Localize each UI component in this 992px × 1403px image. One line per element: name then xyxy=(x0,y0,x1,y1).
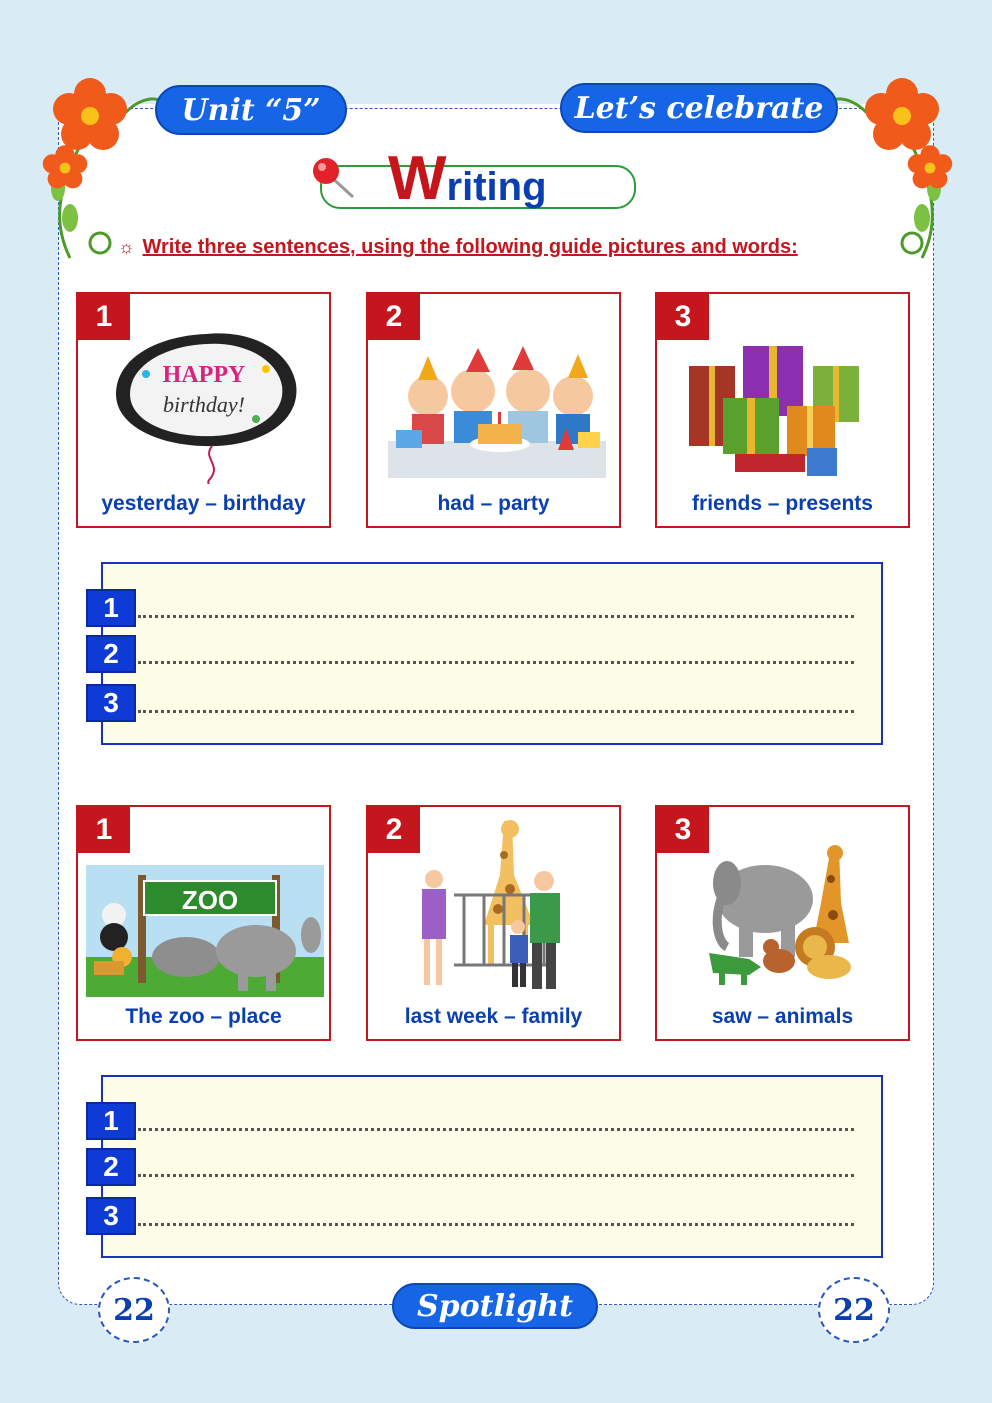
page-number-left: 22 xyxy=(98,1277,170,1343)
instruction xyxy=(118,236,798,259)
writing-line[interactable] xyxy=(138,1158,854,1177)
picture-card-2 xyxy=(366,292,621,528)
brand-label: Spotlight xyxy=(392,1283,598,1329)
section-title-rest: riting xyxy=(446,165,547,209)
card-caption: had – party xyxy=(437,492,550,515)
picture-card-3 xyxy=(655,292,910,528)
answer-line-5[interactable] xyxy=(86,1149,854,1185)
answer-line-2[interactable] xyxy=(86,636,854,672)
zoo-gate-icon xyxy=(86,865,324,997)
answer-line-1[interactable] xyxy=(86,590,854,626)
picture-card-1 xyxy=(76,292,331,528)
writing-line[interactable] xyxy=(138,645,854,664)
card-number: 2 xyxy=(368,807,420,853)
card-number: 3 xyxy=(657,807,709,853)
section-title xyxy=(388,144,547,213)
balloon-line1: HAPPY xyxy=(162,362,246,388)
answer-line-6[interactable] xyxy=(86,1198,854,1234)
instruction-text: Write three sentences, using the following guide pictures and words: xyxy=(142,236,798,258)
flower-decoration-right-icon xyxy=(822,68,962,268)
line-number: 1 xyxy=(86,1102,136,1140)
card-caption: last week – family xyxy=(404,1005,583,1028)
family-at-giraffe-enclosure-icon xyxy=(414,815,584,997)
zoo-animals-icon xyxy=(709,843,859,993)
card-number: 2 xyxy=(368,294,420,340)
card-number: 3 xyxy=(657,294,709,340)
card-caption: friends – presents xyxy=(692,492,873,515)
card-caption: The zoo – place xyxy=(125,1005,282,1028)
line-number: 3 xyxy=(86,1197,136,1235)
line-number: 3 xyxy=(86,684,136,722)
card-caption: saw – animals xyxy=(711,1005,854,1028)
card-caption: yesterday – birthday xyxy=(101,492,306,515)
page-number-right: 22 xyxy=(818,1277,890,1343)
pushpin-icon xyxy=(308,155,368,205)
picture-card-4 xyxy=(76,805,331,1041)
balloon-line2: birthday! xyxy=(163,392,245,417)
unit-label: Unit “5” xyxy=(155,85,347,135)
writing-line[interactable] xyxy=(138,694,854,713)
card-number: 1 xyxy=(78,807,130,853)
line-number: 2 xyxy=(86,1148,136,1186)
kids-birthday-party-icon xyxy=(388,346,606,478)
writing-line[interactable] xyxy=(138,1207,854,1226)
answer-line-3[interactable] xyxy=(86,685,854,721)
writing-line[interactable] xyxy=(138,599,854,618)
gear-bullet-icon: ☼ xyxy=(118,237,135,257)
line-number: 2 xyxy=(86,635,136,673)
card-number: 1 xyxy=(78,294,130,340)
gift-boxes-icon xyxy=(683,336,863,486)
happy-birthday-balloon-icon xyxy=(106,324,306,484)
picture-card-6 xyxy=(655,805,910,1041)
section-title-initial: W xyxy=(388,144,447,213)
line-number: 1 xyxy=(86,589,136,627)
answer-line-4[interactable] xyxy=(86,1103,854,1139)
writing-line[interactable] xyxy=(138,1112,854,1131)
zoo-sign-text: ZOO xyxy=(181,885,239,915)
picture-card-5 xyxy=(366,805,621,1041)
topic-label: Let’s celebrate xyxy=(560,83,838,133)
